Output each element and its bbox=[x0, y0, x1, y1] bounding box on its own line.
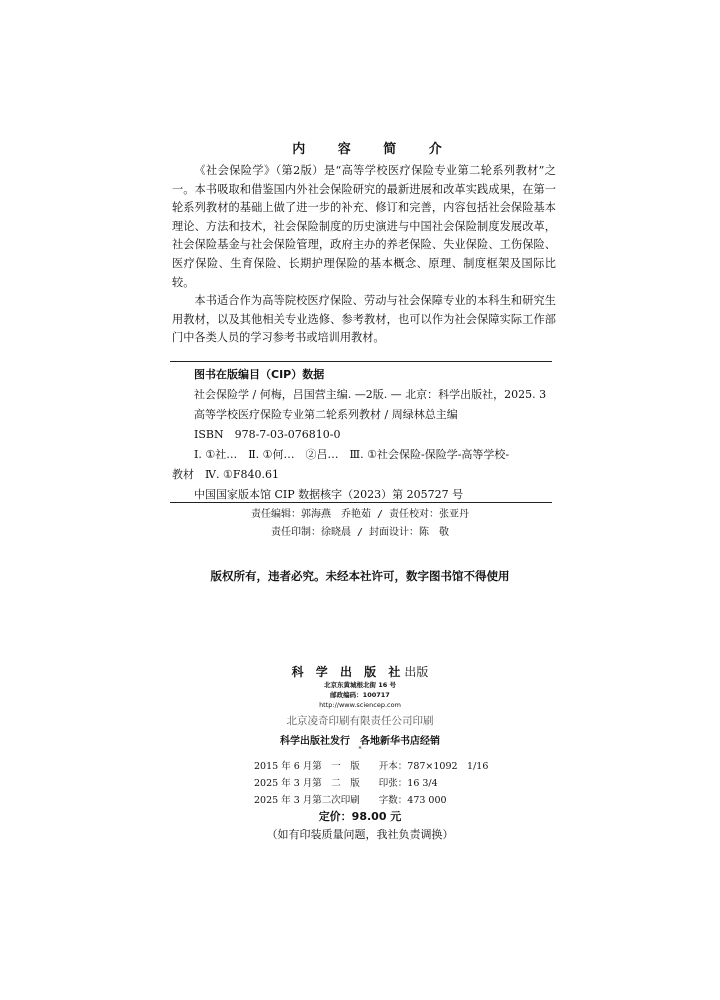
cip-top-rule bbox=[170, 361, 552, 362]
cip-block bbox=[172, 365, 552, 505]
credits-editors: 责任编辑：郭海燕 乔艳茹 / 责任校对：张亚丹 bbox=[250, 509, 470, 520]
edition-second: 2025 年 3 月第 二 版 印张：16 3/4 bbox=[254, 778, 438, 789]
price: 定价：98.00 元 bbox=[318, 810, 402, 823]
separator-star: * bbox=[358, 746, 362, 753]
copyright-notice: 版权所有，违者必究。未经本社许可，数字图书馆不得使用 bbox=[210, 569, 510, 583]
publisher-address: 北京东黄城根北街 16 号 bbox=[323, 681, 397, 689]
cip-line-title: 社会保险学 / 何梅，吕国营主编. —2版. — 北京：科学出版社，2025. 3 bbox=[194, 388, 547, 401]
publisher-name bbox=[0, 663, 720, 680]
credits-production: 责任印制：徐晓晨 / 封面设计：陈 敬 bbox=[270, 527, 450, 538]
summary-text bbox=[172, 162, 556, 348]
publisher-suffix: 出版 bbox=[404, 665, 429, 679]
distribution-info: 科学出版社发行 各地新华书店经销 bbox=[280, 736, 440, 747]
cip-classification-cont: 教材 Ⅳ. ①F840.61 bbox=[172, 468, 279, 481]
cip-number: 中国国家版本馆 CIP 数据核字（2023）第 205727 号 bbox=[194, 488, 464, 501]
cip-classification: Ⅰ. ①社… Ⅱ. ①何… ②吕… Ⅲ. ①社会保险-保险学-高等学校- bbox=[194, 448, 510, 461]
summary-paragraph-1: 《社会保险学》（第2版）是“高等学校医疗保险专业第二轮系列教材”之一。本书吸取和借鉴国内外社会保险研究的最新进展和改革实践成果，在第一轮系列教材的基础上做了进一步的补充、修订和完善，内容包括社会保险基本理论、方法和技术，社会保险制度的历史演进与中国社会保险制度发展改革，社会保险基金与社会保险管理，政府主办的养老保险、失业保险、工伤保险、医疗保险、生育保险、长期护理保险的基本概念、原理、制度框架及国际比较。 bbox=[172, 164, 556, 289]
publisher-logo-text: 科 学 出 版 社 bbox=[291, 665, 405, 679]
summary-paragraph-2: 本书适合作为高等院校医疗保险、劳动与社会保障专业的本科生和研究生用教材，以及其他相关专业选修、参考教材，也可以作为社会保障实际工作部门中各类人员的学习参考书或培训用教材。 bbox=[172, 294, 556, 345]
quality-note: （如有印装质量问题，我社负责调换） bbox=[266, 828, 454, 841]
printer-name: 北京凌奇印刷有限责任公司印刷 bbox=[286, 715, 434, 727]
edition-printing: 2025 年 3 月第二次印刷 字数：473 000 bbox=[254, 795, 447, 806]
publisher-postcode: 邮政编码：100717 bbox=[330, 691, 390, 699]
edition-first: 2015 年 6 月第 一 版 开本：787×1092 1/16 bbox=[254, 761, 489, 772]
cip-line-series: 高等学校医疗保险专业第二轮系列教材 / 周绿林总主编 bbox=[194, 408, 458, 421]
cip-heading: 图书在版编目（CIP）数据 bbox=[194, 368, 325, 381]
cip-isbn: ISBN 978-7-03-076810-0 bbox=[194, 428, 341, 441]
page-title: 内 容 简 介 bbox=[292, 142, 456, 157]
cip-bottom-rule bbox=[170, 502, 552, 503]
publisher-url: http://www.sciencep.com bbox=[319, 701, 401, 709]
